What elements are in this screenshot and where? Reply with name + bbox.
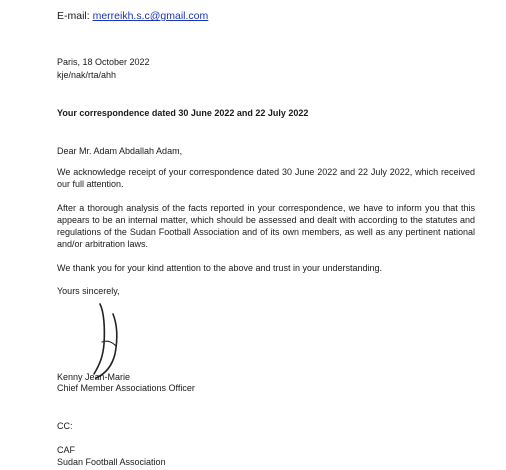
signatory-title: Chief Member Associations Officer [57,383,195,393]
salutation: Dear Mr. Adam Abdallah Adam, [57,146,183,156]
cc-recipient: CAF [57,445,75,455]
subject-line: Your correspondence dated 30 June 2022 and 22 July 2022 [57,108,309,118]
signature [80,300,150,380]
paragraph-acknowledge: We acknowledge receipt of your correspondence dated 30 June 2022 and 22 July 2022, which received our full attention. [57,167,475,189]
place-date: Paris, 18 October 2022 [57,57,150,67]
email-label: E-mail: [57,10,93,22]
cc-label: CC: [57,421,73,431]
signatory-name: Kenny Jean-Marie [57,372,131,382]
paragraph-analysis: After a thorough analysis of the facts reported in your correspondence, we have to inform you that this appears to be an internal matter, which should be assessed and dealt with according to the statutes and regulations of the Sudan Football Association and of its own members, as well as any pertinent national and/or arbitration laws. [57,203,475,249]
email-line [57,9,208,23]
reference-code: kje/nak/rta/ahh [57,70,117,80]
cc-recipient: Sudan Football Association [57,457,166,467]
paragraph-thanks: We thank you for your kind attention to the above and trust in your understanding. [57,263,383,273]
closing: Yours sincerely, [57,286,120,296]
email-link[interactable]: merreikh.s.c@gmail.com [92,10,209,22]
